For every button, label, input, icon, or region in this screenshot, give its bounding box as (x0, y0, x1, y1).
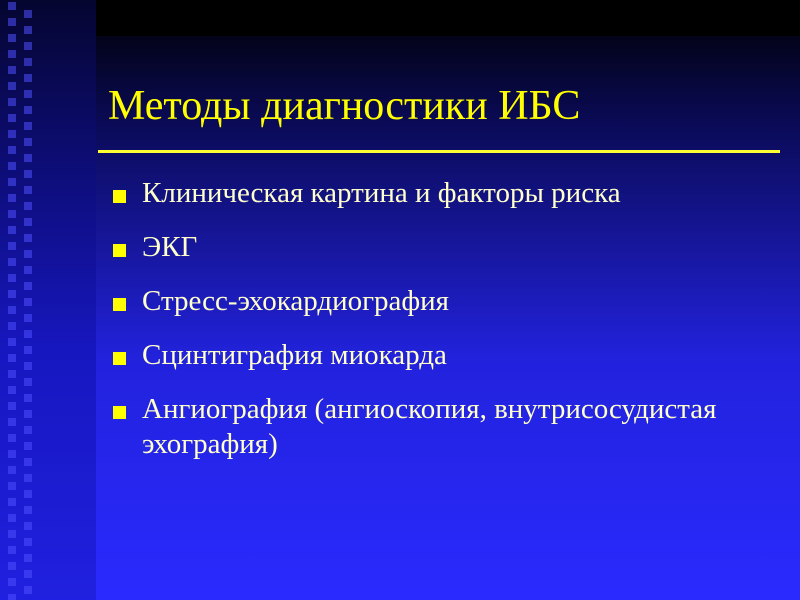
decorative-square (24, 42, 32, 50)
decorative-square (24, 538, 32, 546)
decorative-square (8, 50, 16, 58)
bullet-text: Стресс-эхокардиография (142, 285, 450, 317)
bullet-text: ЭКГ (142, 231, 198, 263)
decorative-square (24, 522, 32, 530)
slide-title: Методы диагностики ИБС (108, 83, 581, 129)
decorative-square (24, 314, 32, 322)
decorative-square (24, 186, 32, 194)
decorative-square (8, 130, 16, 138)
square-bullet-icon (113, 244, 126, 257)
decorative-square (24, 58, 32, 66)
decorative-square (8, 594, 16, 600)
square-bullet-icon (113, 406, 126, 419)
decorative-square (8, 354, 16, 362)
decorative-square (8, 34, 16, 42)
decorative-square (24, 346, 32, 354)
decorative-square (24, 234, 32, 242)
square-bullet-icon (113, 190, 126, 203)
bullet-list (108, 176, 788, 481)
decorative-square (24, 74, 32, 82)
decorative-square (24, 458, 32, 466)
decorative-square (24, 410, 32, 418)
decorative-square (24, 586, 32, 594)
decorative-square (8, 66, 16, 74)
decorative-square (24, 122, 32, 130)
decorative-square (24, 202, 32, 210)
decorative-square (24, 506, 32, 514)
decorative-square (8, 82, 16, 90)
decorative-square (8, 402, 16, 410)
decorative-square (24, 426, 32, 434)
title-underline (98, 150, 780, 153)
decorative-square (24, 474, 32, 482)
bullet-item (108, 338, 788, 373)
decorative-square (24, 554, 32, 562)
decorative-square (24, 26, 32, 34)
decorative-square (8, 290, 16, 298)
decorative-square (8, 210, 16, 218)
decorative-square (24, 442, 32, 450)
decorative-square (8, 226, 16, 234)
decorative-square (8, 146, 16, 154)
decorative-square (8, 306, 16, 314)
decorative-square (24, 330, 32, 338)
bullet-item (108, 230, 788, 265)
decorative-square (8, 562, 16, 570)
square-bullet-icon (113, 298, 126, 311)
decorative-square (8, 546, 16, 554)
decorative-square (8, 450, 16, 458)
decorative-square (24, 378, 32, 386)
decorative-square (8, 274, 16, 282)
decorative-square (8, 514, 16, 522)
decorative-square (8, 386, 16, 394)
decorative-square (24, 10, 32, 18)
decorative-square (8, 162, 16, 170)
bullet-text: Клиническая картина и факторы риска (142, 177, 621, 209)
decorative-square (8, 114, 16, 122)
bullet-item (108, 284, 788, 319)
decorative-square (24, 250, 32, 258)
decorative-square (8, 370, 16, 378)
decorative-square (24, 490, 32, 498)
decorative-square (24, 138, 32, 146)
decorative-square (8, 482, 16, 490)
decorative-square (8, 18, 16, 26)
bullet-text: Сцинтиграфия миокарда (142, 339, 447, 371)
square-bullet-icon (113, 352, 126, 365)
bullet-text: Ангиография (ангиоскопия, внутрисосудистая эхография) (142, 393, 717, 460)
bullet-item (108, 176, 788, 211)
decorative-square (24, 362, 32, 370)
decorative-square (24, 394, 32, 402)
decorative-square (8, 98, 16, 106)
decorative-square (24, 298, 32, 306)
decorative-square (8, 178, 16, 186)
decorative-square (24, 154, 32, 162)
decorative-square (8, 338, 16, 346)
decorative-square (8, 258, 16, 266)
decorative-square (8, 434, 16, 442)
decorative-square (24, 106, 32, 114)
decorative-square (24, 218, 32, 226)
decorative-square (8, 418, 16, 426)
decorative-square (8, 194, 16, 202)
decorative-square (24, 266, 32, 274)
decorative-squares-column (8, 0, 18, 600)
decorative-square (8, 242, 16, 250)
decorative-square (8, 498, 16, 506)
bullet-item (108, 392, 788, 462)
decorative-square (24, 570, 32, 578)
decorative-square (24, 282, 32, 290)
decorative-left-strip (0, 0, 96, 600)
decorative-square (24, 90, 32, 98)
decorative-square (24, 170, 32, 178)
decorative-square (8, 2, 16, 10)
header-band (96, 0, 800, 36)
decorative-square (8, 466, 16, 474)
decorative-square (8, 578, 16, 586)
decorative-square (8, 530, 16, 538)
decorative-squares-column (24, 0, 34, 600)
decorative-square (8, 322, 16, 330)
